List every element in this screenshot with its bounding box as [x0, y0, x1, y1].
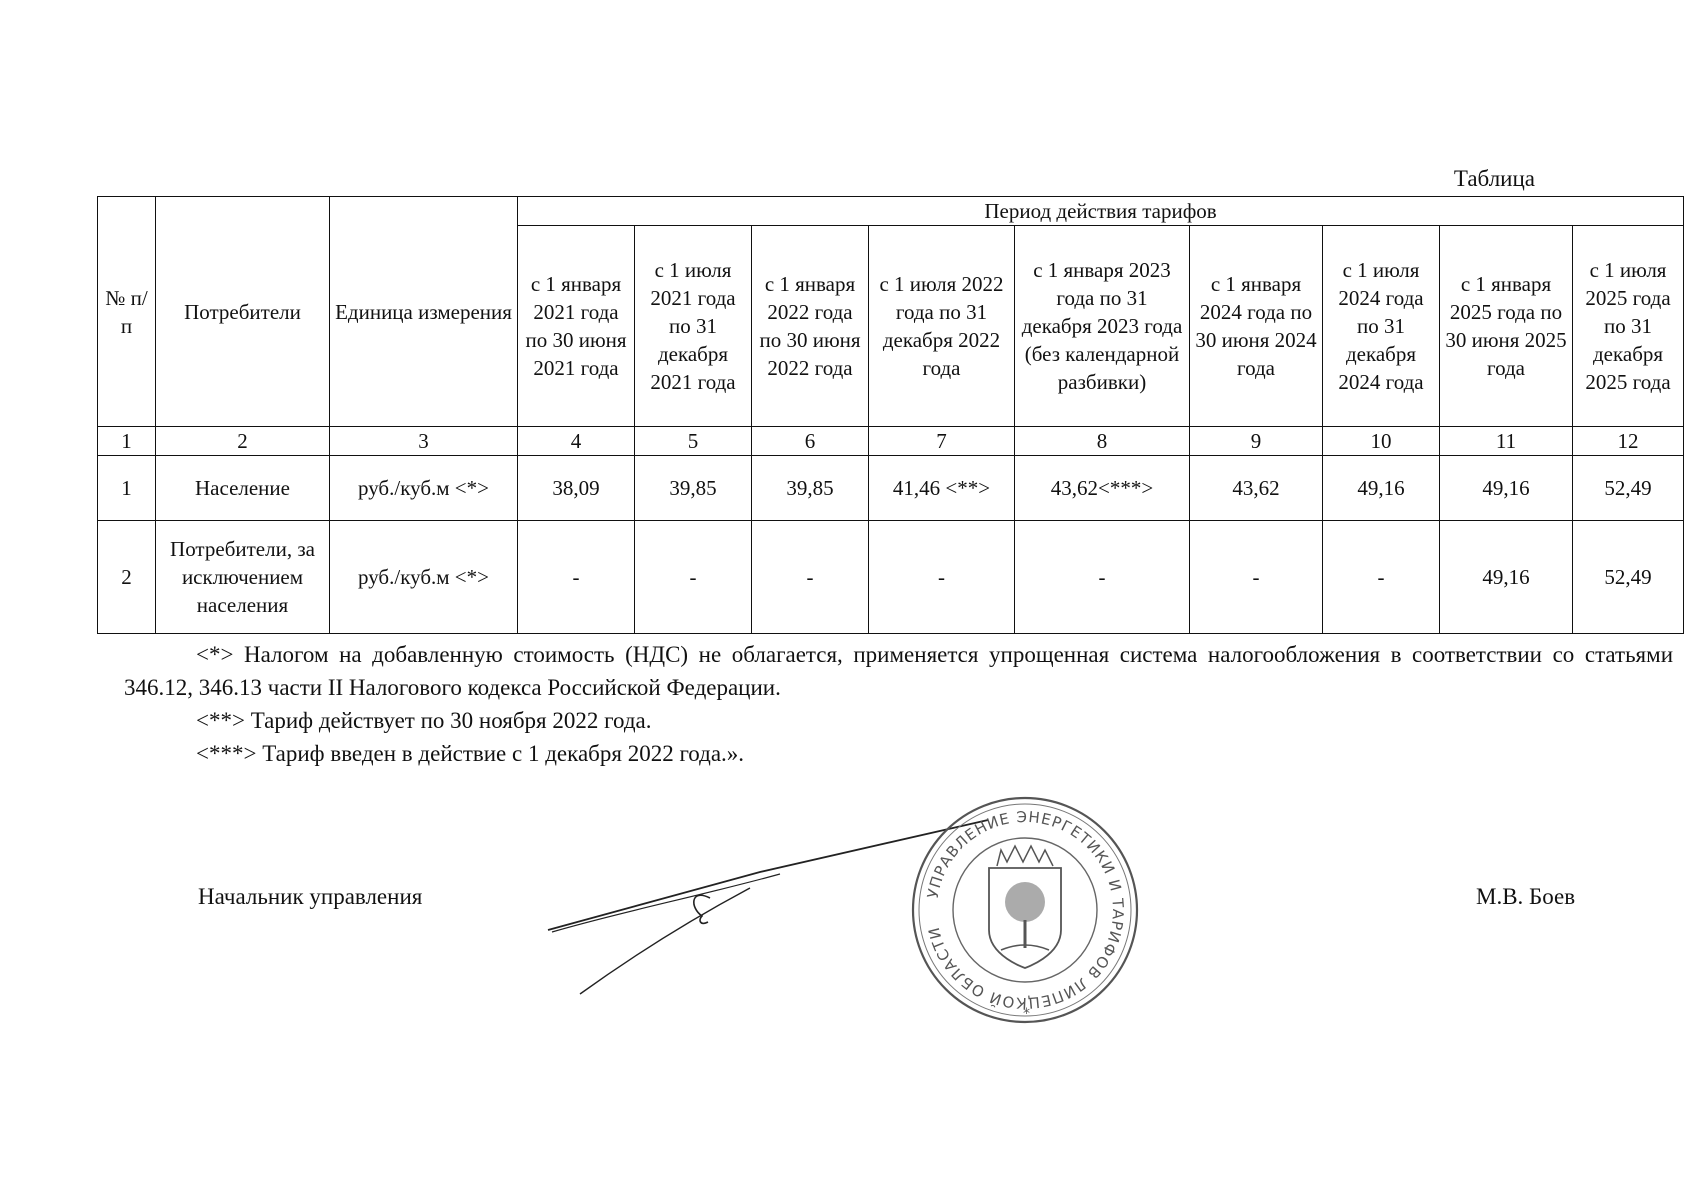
tariff-value: - [1323, 521, 1440, 634]
consumer-cell: Потребители, за исключением населения [156, 521, 330, 634]
header-num: № п/п [98, 197, 156, 427]
tariff-value: - [1015, 521, 1190, 634]
tariff-value: 52,49 [1573, 521, 1684, 634]
header-unit: Единица измерения [330, 197, 518, 427]
unit-cell: руб./куб.м <*> [330, 521, 518, 634]
table-row [98, 521, 1684, 634]
footnote-tariff-from: <***> Тариф введен в действие с 1 декабря 2022 года.». [196, 741, 745, 766]
tariff-table [97, 196, 1684, 634]
row-number: 1 [98, 456, 156, 521]
tariff-value: - [518, 521, 635, 634]
header-consumers: Потребители [156, 197, 330, 427]
column-number: 1 [98, 427, 156, 456]
header-period-4: с 1 июля 2022 года по 31 декабря 2022 года [869, 226, 1015, 427]
column-number: 4 [518, 427, 635, 456]
header-period-5: с 1 января 2023 года по 31 декабря 2023 года (без календарной разбивки) [1015, 226, 1190, 427]
official-seal [905, 790, 1145, 1030]
tariff-value: 38,09 [518, 456, 635, 521]
column-number: 8 [1015, 427, 1190, 456]
column-number: 2 [156, 427, 330, 456]
header-period-6: с 1 января 2024 года по 30 июня 2024 года [1190, 226, 1323, 427]
table-row [98, 456, 1684, 521]
tariff-value: - [635, 521, 752, 634]
tariff-value: 43,62<***> [1015, 456, 1190, 521]
tariff-value: 41,46 <**> [869, 456, 1015, 521]
column-number: 12 [1573, 427, 1684, 456]
tariff-value: 49,16 [1440, 521, 1573, 634]
header-period-7: с 1 июля 2024 года по 31 декабря 2024 года [1323, 226, 1440, 427]
svg-text:*: * [1023, 1006, 1030, 1022]
tariff-value: 49,16 [1323, 456, 1440, 521]
tariff-value: 39,85 [752, 456, 869, 521]
column-number: 6 [752, 427, 869, 456]
column-number: 3 [330, 427, 518, 456]
tariff-value: - [752, 521, 869, 634]
column-number: 9 [1190, 427, 1323, 456]
header-period-9: с 1 июля 2025 года по 31 декабря 2025 года [1573, 226, 1684, 427]
column-number: 10 [1323, 427, 1440, 456]
consumer-cell: Население [156, 456, 330, 521]
tariff-value: 43,62 [1190, 456, 1323, 521]
column-number: 7 [869, 427, 1015, 456]
tariff-value: 39,85 [635, 456, 752, 521]
seal-text: УПРАВЛЕНИЕ ЭНЕРГЕТИКИ И ТАРИФОВ ЛИПЕЦКОЙ ОБЛАСТИ [923, 807, 1128, 1013]
column-number-row [98, 427, 1684, 456]
header-period: Период действия тарифов [518, 197, 1684, 226]
header-period-1: с 1 января 2021 года по 30 июня 2021 года [518, 226, 635, 427]
signatory-title: Начальник управления [198, 884, 423, 909]
signatory-name: М.В. Боев [1476, 884, 1576, 909]
row-number: 2 [98, 521, 156, 634]
tariff-value: - [869, 521, 1015, 634]
footnote-vat: <*> Налогом на добавленную стоимость (НДС) не облагается, применяется упрощенная система налогообложения в соответствии со статьями 346.12, 346.13 части II Налогового кодекса Российской Федерации. [124, 642, 1673, 700]
header-period-3: с 1 января 2022 года по 30 июня 2022 года [752, 226, 869, 427]
tariff-value: 49,16 [1440, 456, 1573, 521]
column-number: 5 [635, 427, 752, 456]
unit-cell: руб./куб.м <*> [330, 456, 518, 521]
footnote-tariff-until: <**> Тариф действует по 30 ноября 2022 года. [196, 708, 652, 733]
header-period-8: с 1 января 2025 года по 30 июня 2025 года [1440, 226, 1573, 427]
tariff-value: - [1190, 521, 1323, 634]
table-caption: Таблица [1453, 166, 1535, 191]
tariff-value: 52,49 [1573, 456, 1684, 521]
footnotes [124, 638, 1673, 770]
header-period-2: с 1 июля 2021 года по 31 декабря 2021 года [635, 226, 752, 427]
column-number: 11 [1440, 427, 1573, 456]
